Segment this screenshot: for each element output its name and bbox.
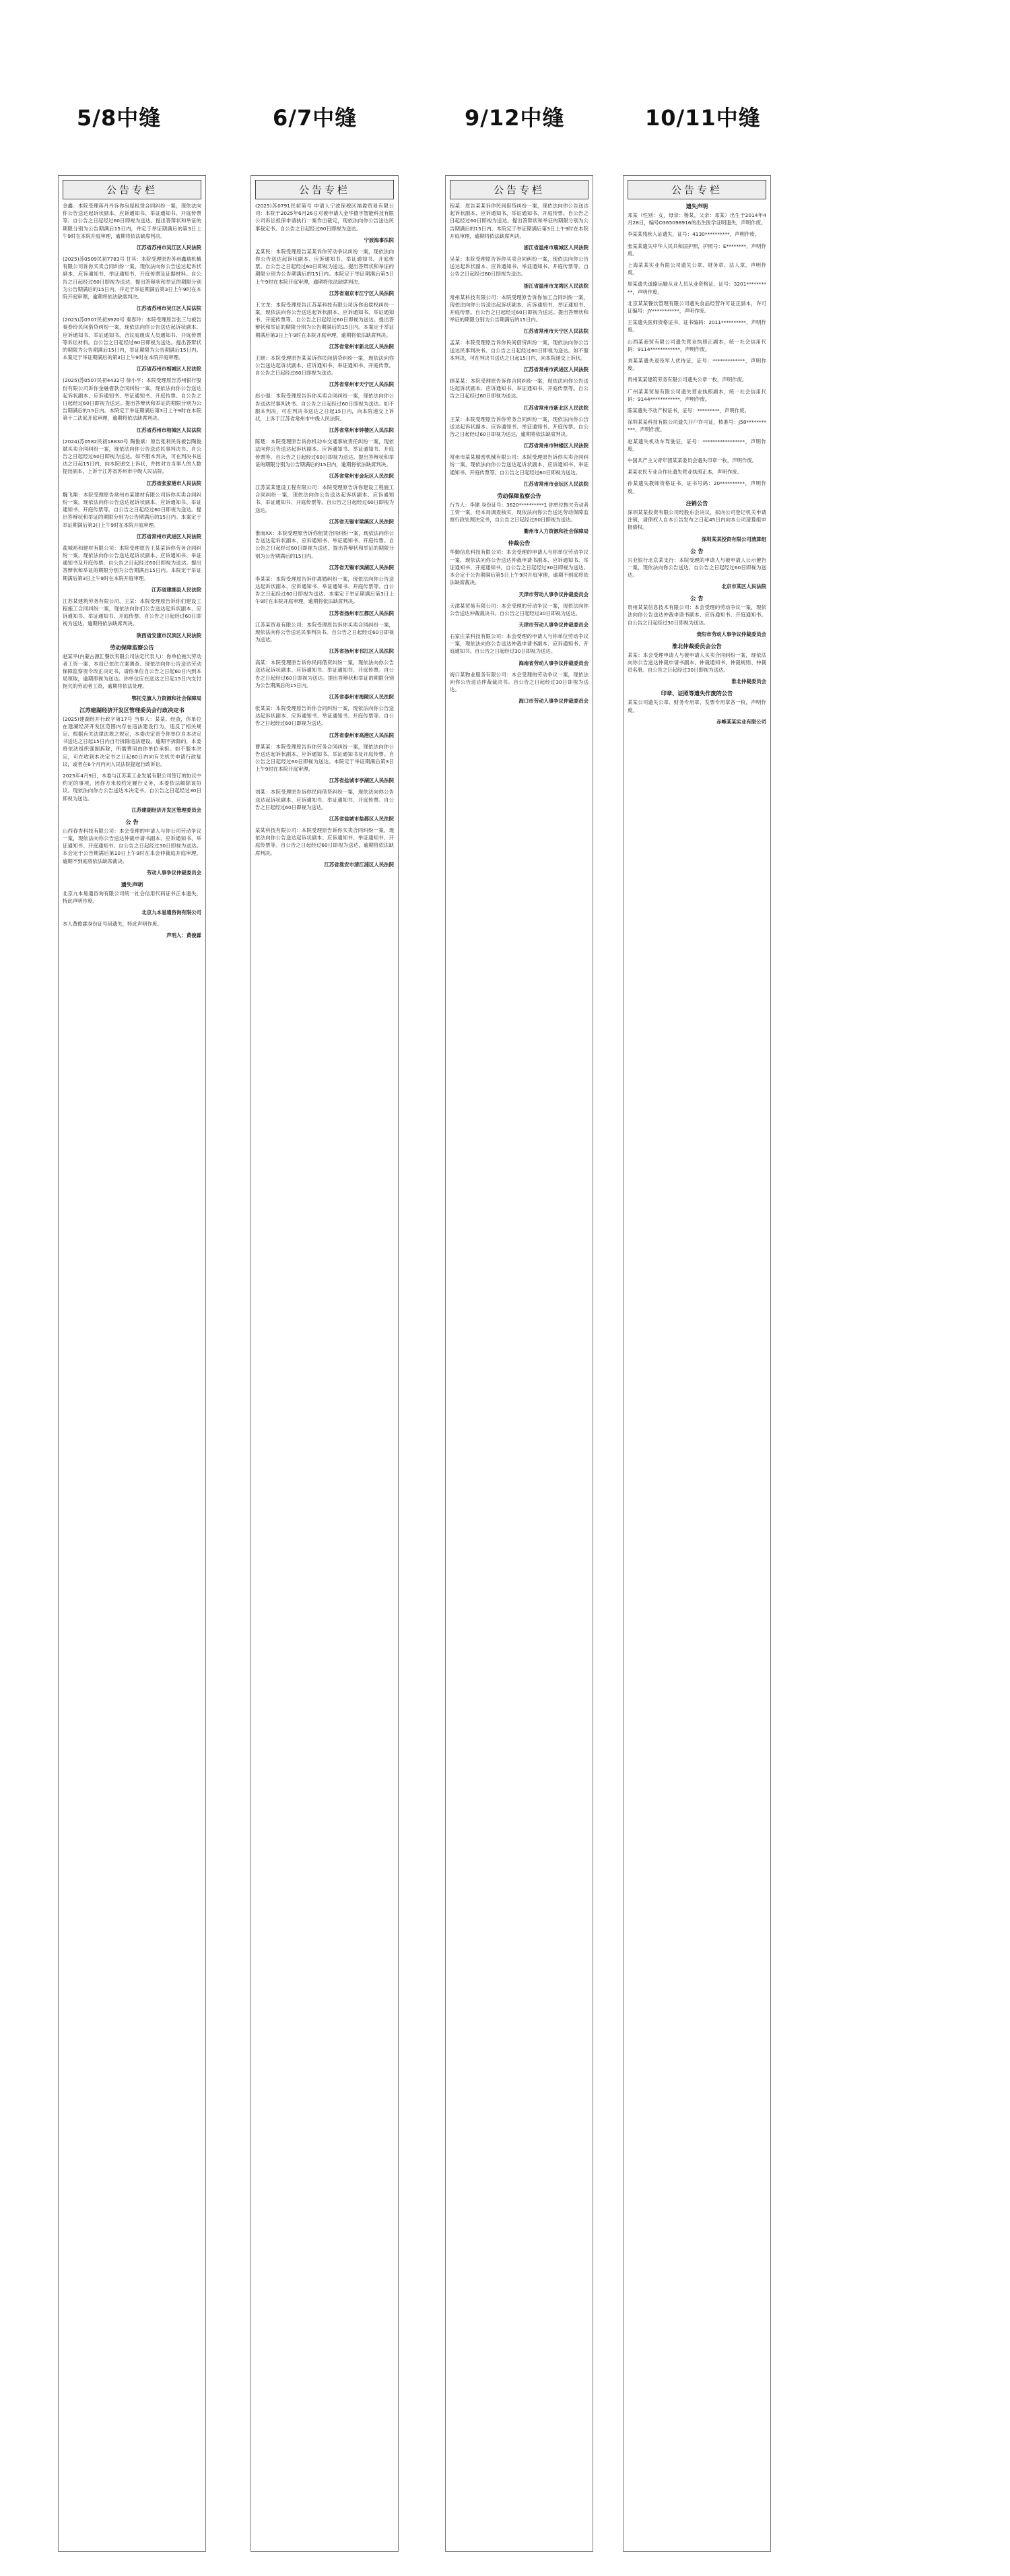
- notice-text: 某某农民专业合作社遗失营业执照正本，声明作废。: [628, 469, 742, 476]
- notice-text: 北京九本易通咨询有限公司统一社会信用代码证书正本遗失，特此声明作废。: [63, 890, 201, 904]
- notice-signature: 江苏建湖经济开发区管理委员会: [131, 806, 201, 813]
- notice-signature: 江苏省南京市江宁区人民法院: [329, 290, 394, 296]
- notice-text: 孟某：本院受理原告诉你民间借贷纠纷一案，现依法向你公告送达民事判决书。自公告之日起经过60日即视为送达。如不服本判决，可在判决书送达之日起15日内，向本院递交上诉状。: [450, 340, 588, 361]
- notice-text: 华勤信息科技有限公司：本会受理的申请人与你单位劳动争议一案，现依法向你公告送达仲裁申请书副本、应诉通知书、举证通知书、开庭通知书。自公告之日起经过30日即视为送达。本会定于公告期满后第5日上午9时开庭审理，逾期不到庭将依法缺席裁决。: [450, 549, 588, 586]
- notice-signature: 江苏省扬州市邗江区人民法院: [329, 648, 394, 655]
- notice-signature: 江苏省苏州市吴江区人民法院: [136, 245, 201, 251]
- notice-text: (2025)建湖经开行政字第17号 当事人：某某。经查，你单位在建湖经济开发区范围内存在违法建设行为，违反了相关规定。根据有关法律法规之规定，本委决定责令你单位自本决定书送达之日起15日内自行拆除违法建设。逾期不拆除的，本委将依法组织强制拆除，所需费用由你单位承担。如不服本决定，可在收到本决定书之日起60日内向有关机关申请行政复议，或者在6个月内向人民法院提起行政诉讼。: [63, 715, 201, 767]
- notice-signature: 北京市某区人民法院: [721, 583, 766, 590]
- notice-text: (2025)苏0507民初3920号 秦春玲：本院受理原告张三与被告秦春玲民间借贷纠纷一案，现依法向你公告送达起诉状副本、应诉通知书、举证通知书、合议庭组成人员通知书、开庭传票等诉讼材料。自公告之日起经过60日即视为送达。提出答辩状的期限为公告期满后15日内，举证期限为公告期满后15日内。本案定于举证期满后的第3日上午9时在本院开庭审理。: [63, 317, 201, 361]
- date-label-col-3: 9/12中缝: [465, 105, 565, 131]
- date-label-col-2: 6/7中缝: [273, 105, 358, 131]
- notice-column-4: [623, 175, 771, 2552]
- notice-text: 中国共产主义青年团某某委员会遗失印章一枚，声明作废。: [628, 457, 758, 464]
- notice-text: 石家庄某科技有限公司：本会受理的申请人与你单位劳动争议一案，现依法向你公告送达仲裁申请书副本、应诉通知书、开庭通知书。自公告之日起经过30日即视为送达。: [450, 633, 588, 655]
- notice-text: 刘某：本院受理原告诉你民间借贷纠纷一案，现依法向你公告送达起诉状副本、应诉通知书、举证通知书、开庭传票。自公告之日起经过60日即视为送达。: [255, 789, 394, 810]
- notice-signature: 海口市劳动人事争议仲裁委员会: [518, 698, 588, 705]
- notice-heading: 印章、证照等遗失作废的公告: [661, 690, 733, 697]
- notice-text: 王晓：本院受理原告某某诉你民间借贷纠纷一案，现依法向你公告送达起诉状副本、应诉通知书、举证通知书、开庭传票。自公告之日起经过60日即视为送达。: [255, 354, 394, 377]
- notice-text: 刘某某遗失退役军人优待证，证号：*************，声明作废。: [628, 358, 766, 372]
- notice-text: (2024)苏0582民初18830号 陶俊斌：原告张利民诉被告陶俊斌买卖合同纠纷一案，现依法向你公告送达民事判决书。自公告之日起经过60日即视为送达。如不服本判决，可在判决书送达之日起15日内，向本院递交上诉状，并按对方当事人的人数提出副本，上诉于江苏省苏州市中级人民法院。: [63, 438, 201, 475]
- notice-signature: 鄂托克旗人力资源和社会保障局: [131, 695, 201, 701]
- notice-text: 周某遗失道路运输从业人员从业资格证，证号：3201**********，声明作废。: [628, 281, 766, 295]
- notice-signature: 江苏省常州市新北区人民法院: [329, 343, 394, 350]
- notice-signature: 北京九本易通咨询有限公司: [141, 909, 201, 916]
- notice-text: 赵小强：本院受理原告诉你买卖合同纠纷一案，现依法向你公告送达民事判决书。自公告之日起经过60日即视为送达。如不服本判决，可在判决书送达之日起15日内，向本院递交上诉状，上诉于江苏省常州市中级人民法院。: [255, 393, 394, 422]
- notice-signature: 天津市劳动人事争议仲裁委员会: [518, 591, 588, 598]
- notice-heading: 公 告: [690, 595, 704, 602]
- notice-signature: 江苏省泰州市海陵区人民法院: [329, 693, 394, 700]
- notice-text: 兴业银行北京某支行：本院受理的申请人与被申请人公示催告一案，现依法向你公告送达，自公告之日起经过60日即视为送达。: [628, 556, 766, 578]
- notice-text: 某某公司遗失公章、财务专用章、发票专用章各一枚，声明作废。: [628, 699, 766, 713]
- notice-signature: 海南省劳动人事争议仲裁委员会: [518, 659, 588, 666]
- notice-column-1: [58, 175, 206, 2552]
- notice-text: (2025)苏0791民初第号 申请人宁波保税区福盈贸易有限公司：本院于2025年6月26日对被申请人金华德宇智能科技有限公司诉讼担保申请执行一案作出裁定，现依法向你公告送达民事裁定书。自公告之日起经过60日即视为送达。: [255, 203, 394, 232]
- notice-text: (2025)苏0507民初4432号 徐小平：本院受理原告苏州银行股份有限公司诉你金融借款合同纠纷一案，现依法向你公告送达起诉状副本、应诉通知书、举证通知书、开庭传票。自公告之日起经过60日即视为送达。提出答辩状和举证的期限分别为公告期满后的15日内。本院定于举证期满后第3日上午9时在本院第十二法庭开庭审理，逾期将依法缺席判决。: [63, 377, 201, 422]
- notice-text: 某某：本会受理申请人与被申请人买卖合同纠纷一案，现依法向你公告送达仲裁申请书副本、仲裁通知书、仲裁规则、仲裁员名册。自公告之日起经过30日即视为送达。: [628, 651, 766, 674]
- column-title: 公告专栏: [63, 180, 201, 199]
- notice-signature: 江苏省苏州市相城区人民法院: [136, 426, 201, 433]
- notice-text: 魏飞翔：本院受理原告常州市某建材有限公司诉你买卖合同纠纷一案，现依法向你公告送达起诉状副本、应诉通知书、举证通知书、开庭传票等。自公告之日起经过60日即视为送达。提出答辩状和举证的期限分别为公告期满后的15日内。本案定于举证期满后第3日上午9时在本院开庭审理。: [63, 491, 201, 528]
- notice-signature: 江苏省无锡市滨湖区人民法院: [329, 564, 394, 571]
- notice-text: 常州市某某精密机械有限公司：本院受理原告诉你买卖合同纠纷一案，现依法向你公告送达起诉状副本、应诉通知书、举证通知书、开庭传票等。自公告之日起经过60日即视为送达。: [450, 454, 588, 476]
- notice-heading: 遗失声明: [121, 880, 143, 888]
- notice-heading: 注销公告: [685, 499, 708, 507]
- notice-column-2: [250, 175, 399, 2552]
- notice-text: 高某：本院受理原告诉你民间借贷纠纷一案，现依法向你公告送达起诉状副本、应诉通知书、举证通知书、开庭传票。自公告之日起经过60日即视为送达。提出答辩状和举证的期限分别为公告期满后的15日内。: [255, 659, 394, 688]
- notice-text: 行为人：李建 身份证号：3620**********1 你单位拖欠劳动者工资一案，经本局调查核实，现依法向你公告送达劳动保障监察行政处理决定书，自公告之日起经过60日即视为送达。: [450, 501, 588, 523]
- column-title: 公告专栏: [628, 180, 766, 199]
- notice-signature: 江苏省扬州市江都区人民法院: [329, 610, 394, 616]
- notice-text: 陈某遗失不动产权证书，证号：*********，声明作废。: [628, 408, 750, 414]
- notice-signature: 江苏省常州市钟楼区人民法院: [329, 427, 394, 434]
- notice-signature: 贵阳市劳动人事争议仲裁委员会: [696, 631, 766, 637]
- notice-heading: 公 告: [690, 547, 704, 554]
- notice-text: 张某某：本院受理原告诉你合同纠纷一案，现依法向你公告送达起诉状副本、应诉通知书、举证通知书、开庭传票等。自公告之日起经过60日即视为送达。: [255, 705, 394, 727]
- notice-signature: 江苏省盐城市亭湖区人民法院: [329, 777, 394, 784]
- notice-text: 程某：原告某某诉你民间借贷纠纷一案，现依法向你公告送达起诉状副本、应诉通知书、举证通知书、开庭传票。自公告之日起经过60日即视为送达。提出答辩状和举证的期限分别为公告期满后的15日内。本院定于举证期满后第3日上午9时在本院开庭审理，逾期将依法缺席判决。: [450, 203, 588, 239]
- notice-signature: 江苏省建湖县人民法院: [152, 586, 201, 593]
- notice-signature: 淮北仲裁委员会: [731, 678, 766, 685]
- notice-text: 北京某某餐饮管理有限公司遗失食品经营许可证正副本，许可证编号：JY***********，声明作废。: [628, 300, 766, 315]
- column-body: [59, 202, 205, 939]
- notice-signature: 江苏省苏州市相城区人民法院: [136, 366, 201, 373]
- notice-text: 李某某：本院受理原告诉你离婚纠纷一案，现依法向你公告送达起诉状副本、应诉通知书、举证通知书、开庭传票等。自公告之日起经过60日即视为送达。本案定于举证期满后第3日上午9时在本院开庭审理，逾期将依法缺席判决。: [255, 575, 394, 605]
- notice-signature: 江苏省张家港市人民法院: [146, 480, 201, 486]
- column-title: 公告专栏: [255, 180, 394, 199]
- notice-signature: 陕西省安康市汉滨区人民法院: [136, 632, 201, 639]
- notice-signature: 江苏省常州市天宁区人民法院: [523, 328, 588, 335]
- notice-text: 上海某某实业有限公司遗失公章、财务章、法人章，声明作废。: [628, 262, 766, 276]
- notice-heading: 淮北仲裁委员会公告: [672, 642, 722, 649]
- notice-text: 金鑫：本院受理蒋丹丹诉你房屋租赁合同纠纷一案，现依法向你公告送达起诉状副本、应诉通知书、举证通知书、开庭传票等。自公告之日起经过60日即视为送达。提出答辩状和举证的期限分别为公告期满后15日内，并定于举证期满后的第3日上午9时在本院开庭审理，逾期将依法缺席判决。: [63, 203, 201, 239]
- notice-signature: 江苏省常州市新北区人民法院: [523, 404, 588, 411]
- notice-text: 王文龙：本院受理原告江苏某科技有限公司诉你追偿权纠纷一案，现依法向你公告送达起诉状副本、应诉通知书、举证通知书、开庭传票等。自公告之日起经过60日即视为送达。提出答辩状和举证的期限分别为公告期满后的15日内。本案定于举证期满后第3日上午9时在本院开庭审理，逾期将依法缺席判决。: [255, 301, 394, 338]
- notice-text: 海口某物业服务有限公司：本会受理的劳动争议一案，现依法向你公告送达仲裁裁决书。自公告之日起经过30日即视为送达。: [450, 671, 588, 693]
- notice-heading: 劳动保障监察公告: [110, 643, 154, 651]
- notice-text: 淮南XX：本院受理原告诉你租赁合同纠纷一案，现依法向你公告送达起诉状副本、应诉通知书、举证通知书、开庭传票。自公告之日起经过60日即视为送达。提出答辩状和举证的期限分别为公告期满后的15日内。: [255, 529, 394, 559]
- notice-text: 曹某某：本院受理原告诉你劳务合同纠纷一案，现依法向你公告送达起诉状副本、应诉通知书、举证通知书及开庭传票。自公告之日起经过60日即视为送达。本院定于举证期满后第3日上午9时在本院开庭审理。: [255, 743, 394, 773]
- notice-text: 2025年4月9日，本委与江苏某工业发展有限公司签订的协议中约定的事项，因你方未按约定履行义务，本委依法解除该协议。现依法向你方公告送达本决定书，自公告之日起经过30日即视为送达。: [63, 772, 201, 802]
- notice-signature: 天津市劳动人事争议仲裁委员会: [518, 621, 588, 628]
- notice-text: 天津某贸易有限公司：本会受理的劳动争议一案，现依法向你公告送达仲裁裁决书。自公告之日起经过30日即视为送达。: [450, 602, 588, 616]
- notice-heading: 公 告: [125, 818, 139, 825]
- notice-text: 王某遗失医师资格证书，证书编码：2011**********，声明作废。: [628, 319, 766, 333]
- notice-column-3: [445, 175, 593, 2552]
- column-title: 公告专栏: [450, 180, 588, 199]
- notice-signature: 声明人：黄俊霖: [166, 932, 201, 939]
- notice-text: 贵州某某信息技术有限公司：本会受理的劳动争议一案，现依法向你公告送达仲裁申请书副本、应诉通知书、开庭通知书。自公告之日起经过30日即视为送达。: [628, 604, 766, 626]
- notice-signature: 江苏省泰州市高港区人民法院: [329, 732, 394, 738]
- date-label-col-4: 10/11中缝: [645, 105, 761, 131]
- notice-text: 吴某：本院受理原告诉你买卖合同纠纷一案，现依法向你公告送达起诉状副本、应诉通知书、举证通知书、开庭传票等。自公告之日起经过60日即视为送达。: [450, 256, 588, 278]
- notice-signature: 深圳某某投资有限公司清算组: [701, 536, 766, 542]
- notice-text: 山西某商贸有限公司遗失营业执照正副本，统一社会信用代码：9114************，声明作废。: [628, 338, 766, 352]
- notice-text: 孟某民：本院受理原告某某诉你劳动争议纠纷一案，现依法向你公告送达起诉状副本、应诉通知书、举证通知书、开庭传票。自公告之日起经过60日即视为送达。提出答辩状和举证的期限分别为公告期满后的15日内。本院定于举证期满后第3日上午9时在本院开庭审理，逾期将依法缺席判决。: [255, 248, 394, 285]
- notice-text: 深圳某某科技有限公司遗失开户许可证，核准号：J58***********，声明作废。: [628, 419, 766, 433]
- notice-text: 王某：本院受理原告诉你劳务合同纠纷一案，现依法向你公告送达起诉状副本、应诉通知书、举证通知书、开庭传票。自公告之日起经过60日即视为送达，逾期将依法缺席判决。: [450, 416, 588, 438]
- notice-heading: 遗失声明: [685, 203, 708, 210]
- notice-signature: 江苏省常州市武进区人民法院: [523, 366, 588, 373]
- notice-heading: 劳动保障监察公告: [497, 492, 541, 499]
- notice-signature: 江苏省常州市金坛区人民法院: [523, 480, 588, 487]
- notice-signature: 宁波海事法院: [364, 236, 394, 243]
- notice-signature: 江苏省盐城市盐都区人民法院: [329, 815, 394, 822]
- notice-text: 常州某科技有限公司：本院受理原告诉你加工合同纠纷一案，现依法向你公告送达起诉状副本、应诉通知书、举证通知书、开庭传票。自公告之日起经过60日即视为送达。提出答辩状和举证的期限分别为公告期满后的15日内。: [450, 294, 588, 323]
- notice-text: 某某科技有限公司：本院受理原告诉你买卖合同纠纷一案，现依法向你公告送达起诉状副本、应诉通知书、举证通知书、开庭传票等。自公告之日起经过60日即视为送达，逾期将依法缺席判决。: [255, 827, 394, 856]
- notice-signature: 江苏省无锡市梁溪区人民法院: [329, 518, 394, 525]
- notice-text: 赵某平(内蒙古源汇餐饮有限公司法定代表人)：你单位拖欠劳动者工资一案，本局已依法立案调查。现依法向你公告送达劳动保障监察责令改正决定书，请你单位自公告之日起60日内到本局领取，逾期即视为送达。你单位应在送达之日起15日内支付拖欠的劳动者工资，逾期将依法处理。: [63, 653, 201, 690]
- column-body: [446, 202, 593, 705]
- notice-text: 江苏某建筑劳务有限公司、王某：本院受理原告诉你们建设工程施工合同纠纷一案，现依法向你们公告送达起诉状副本、应诉通知书、举证通知书、开庭传票。自公告之日起经过60日即视为送达，逾期将依法缺席判决。: [63, 598, 201, 627]
- notice-text: 山西春杏科技有限公司：本会受理的申请人与你公司劳动争议一案，现依法向你公告送达仲裁申请书副本、应诉通知书、举证通知书、开庭通知书。自公告之日起经过30日即视为送达。本会定于公告期满后第10日上午9时在本会仲裁庭开庭审理，逾期不到庭将依法缺席裁决。: [63, 827, 201, 864]
- notice-signature: 江苏省常州市武进区人民法院: [136, 533, 201, 540]
- notice-signature: 江苏省常州市钟楼区人民法院: [523, 443, 588, 449]
- notice-signature: 江苏省常州市金坛区人民法院: [329, 473, 394, 480]
- notice-text: 深圳某某投资有限公司经股东会决议，拟向公司登记机关申请注销，请债权人自本公告发布之日起45日内向本公司清算组申报债权。: [628, 509, 766, 531]
- notice-signature: 劳动人事争议仲裁委员会: [146, 869, 201, 876]
- notice-text: 赵某遗失机动车驾驶证，证号：*****************，声明作废。: [628, 438, 766, 452]
- notice-text: (2025)苏0509民初7783号 甘其：本院受理原告苏州鑫瑞机械有限公司诉你买卖合同纠纷一案，现依法向你公告送达起诉状副本、应诉通知书、举证通知书、开庭传票及证据材料。自公告之日起经过60日即视为送达，提出答辩状和举证的期限分别为公告期满后的15日内，并定于举证期满后第3日上午9时在本院开庭审理，逾期将依法缺席判决。: [63, 256, 201, 300]
- notice-signature: 浙江省温州市鹿城区人民法院: [523, 245, 588, 251]
- notice-text: 张某某遗失中华人民共和国护照，护照号：E********，声明作废。: [628, 243, 766, 257]
- notice-text: 李某某残疾人证遗失，证号：4130**********，声明作废。: [628, 231, 760, 238]
- notice-text: 孙某遗失教师资格证书，证书号码：20**********，声明作废。: [628, 480, 766, 494]
- notice-text: 盐城裕和建材有限公司：本院受理原告王某某诉你劳务合同纠纷一案，现依法向你公告送达起诉状副本、应诉通知书、举证通知书及开庭传票。自公告之日起经过60日即视为送达。提出答辩状和举证的期限分别为公告期满后15日内。本院定于举证期满后第3日上午9时在本院开庭审理。: [63, 544, 201, 581]
- notice-text: 顾某某：本院受理原告诉你合同纠纷一案，现依法向你公告送达起诉状副本、应诉通知书、举证通知书、开庭传票等。自公告之日起经过60日即视为送达。: [450, 378, 588, 399]
- notice-text: 本人黄俊霖身份证号码遗失，特此声明作废。: [63, 921, 162, 928]
- notice-text: 邓某（性别：女，母亲：杨某，父亲：邓某）出生于2014年4月28日，编号O365098916的出生医学证明遗失，声明作废。: [628, 212, 766, 226]
- notice-text: 江苏某贸易有限公司：本院受理原告诉你买卖合同纠纷一案，现依法向你公告送达民事判决书。自公告之日起经过60日即视为送达。: [255, 621, 394, 643]
- notice-text: 贵州某某建筑劳务有限公司遗失公章一枚，声明作废。: [628, 377, 747, 383]
- notice-heading: 仲裁公告: [508, 540, 531, 547]
- column-body: [251, 202, 398, 868]
- notice-signature: 江苏省常州市天宁区人民法院: [329, 381, 394, 388]
- notice-heading: 江苏建湖经济开发区管理委员会行政决定书: [79, 706, 184, 713]
- notice-signature: 衢州市人力资源和社会保障局: [523, 528, 588, 535]
- column-body: [624, 202, 770, 726]
- notice-signature: 赤峰某某实业有限公司: [716, 718, 766, 725]
- notice-signature: 浙江省温州市龙湾区人民法院: [523, 282, 588, 289]
- notice-signature: 江苏省苏州市吴江区人民法院: [136, 305, 201, 312]
- notice-signature: 江苏省淮安市清江浦区人民法院: [324, 861, 394, 868]
- notice-text: 广州某某贸易有限公司遗失营业执照副本，统一社会信用代码：9144************，声明作废。: [628, 388, 766, 402]
- notice-text: 江苏某某建设工程有限公司：本院受理原告诉你建设工程施工合同纠纷一案，现依法向你公告送达起诉状副本、应诉通知书、举证通知书、开庭传票等。自公告之日起经过60日即视为送达。: [255, 484, 394, 513]
- date-label-col-1: 5/8中缝: [77, 105, 162, 131]
- notice-text: 陈楚：本院受理原告诉你机动车交通事故责任纠纷一案，现依法向你公告送达起诉状副本、应诉通知书、举证通知书、开庭传票等。自公告之日起经过60日即视为送达。提出答辩状和举证的期限分别为公告期满后的15日内，逾期将依法缺席判决。: [255, 439, 394, 468]
